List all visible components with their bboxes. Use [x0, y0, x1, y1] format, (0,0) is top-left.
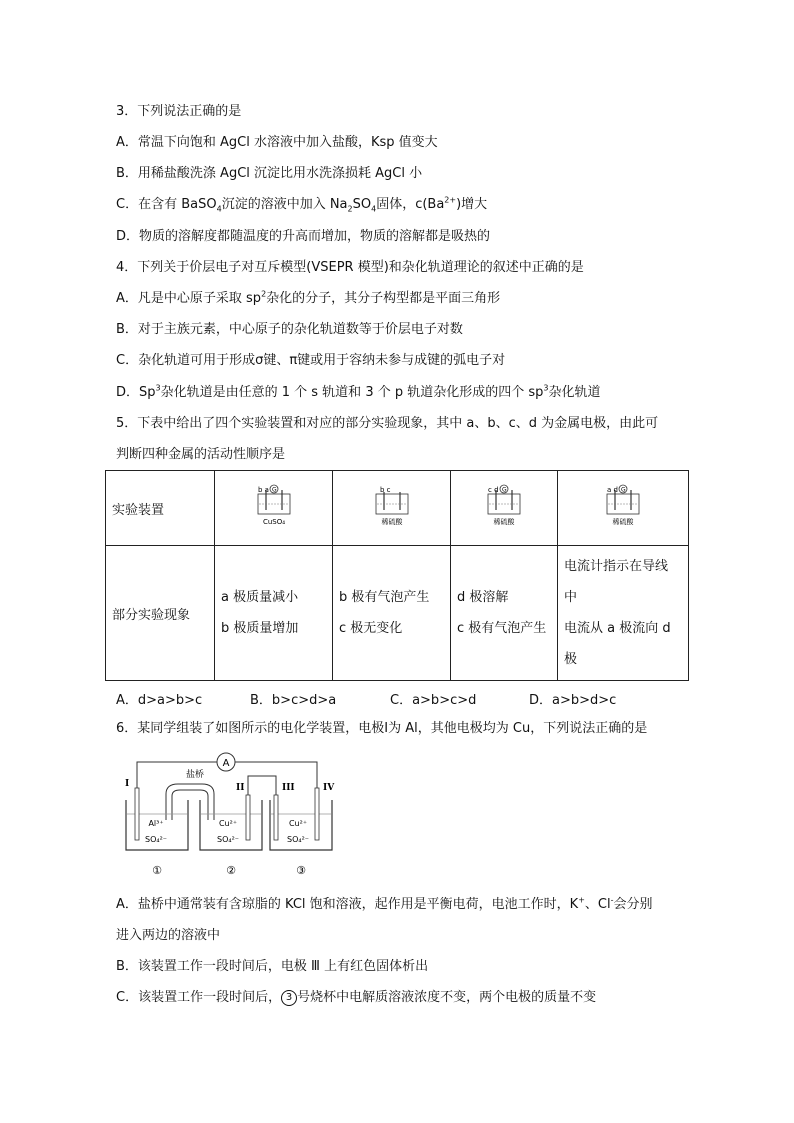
observation-text: c 极有气泡产生 [457, 621, 547, 636]
apparatus-1 [215, 471, 333, 546]
svg-text:I: I [125, 779, 130, 789]
svg-text:CuSO₄: CuSO₄ [262, 518, 285, 526]
q3-option-c: C．在含有 BaSO$_4$沉淀的溶液中加入 $Na_2SO_4$固体，$c(Ba^{2+})$增大 [116, 195, 488, 214]
q3-stem: 3．下列说法正确的是 [116, 104, 242, 119]
row-header-apparatus: 实验装置 [106, 471, 215, 546]
svg-text:a d: a d [607, 486, 618, 494]
row-header-observations: 部分实验现象 [106, 546, 215, 681]
q5-option-b: B．b>c>d>a [250, 693, 337, 708]
apparatus-4-icon [593, 484, 653, 528]
apparatus-2-icon [362, 484, 422, 528]
q4-option-b: B．对于主族元素，中心原子的杂化轨道数等于价层电子对数 [116, 322, 463, 337]
svg-text:Cu²⁺: Cu²⁺ [288, 819, 308, 828]
apparatus-3-icon [474, 484, 534, 528]
svg-text:Cu²⁺: Cu²⁺ [218, 819, 238, 828]
circled-number: 3 [281, 990, 297, 1006]
q6-option-a-line2: 进入两边的溶液中 [116, 928, 221, 943]
apparatus-1-icon [244, 484, 304, 528]
observation-text: b 极有气泡产生 [339, 590, 430, 605]
observation-text: b 极质量增加 [221, 621, 299, 636]
q5-stem-line2: 判断四种金属的活动性顺序是 [116, 447, 286, 462]
svg-text:SO₄²⁻: SO₄²⁻ [286, 835, 310, 844]
observation-text: c 极无变化 [339, 621, 403, 636]
electrochemistry-figure [118, 750, 348, 880]
q6-option-b: B．该装置工作一段时间后，电极 Ⅲ 上有红色固体析出 [116, 959, 429, 974]
q6-option-c: C．该装置工作一段时间后， 3 号烧杯中电解质溶液浓度不变，两个电极的质量不变 [116, 990, 597, 1005]
observation-3 [451, 546, 558, 681]
svg-text:Al³⁺: Al³⁺ [148, 819, 164, 828]
apparatus-2 [333, 471, 451, 546]
svg-text:G: G [271, 486, 277, 494]
q4-option-c: C．杂化轨道可用于形成σ键、π键或用于容纳未参与成键的弧电子对 [116, 353, 506, 368]
svg-text:b c: b c [379, 486, 391, 494]
svg-text:II: II [236, 783, 245, 793]
observation-1 [215, 546, 333, 681]
q5-option-a: A．d>a>b>c [116, 693, 203, 708]
q5-stem-line1: 5．下表中给出了四个实验装置和对应的部分实验现象，其中 a、b、c、d 为金属电极，由此可 [116, 416, 659, 431]
table-row [106, 471, 689, 546]
observation-text: 电流计指示在导线 [564, 559, 669, 574]
q5-option-c: C．a>b>c>d [390, 693, 477, 708]
q3-option-b: B．用稀盐酸洗涤 AgCl 沉淀比用水洗涤损耗 AgCl 小 [116, 166, 423, 181]
svg-text:③: ③ [296, 864, 306, 877]
svg-text:G: G [502, 486, 507, 494]
svg-text:IV: IV [323, 783, 335, 793]
observation-text: a 极质量减小 [221, 590, 299, 605]
q4-option-d: D．Sp$^3$杂化轨道是由任意的 1 个 s 轨道和 3 个 p 轨道杂化形成的四个 $sp^3$杂化轨道 [116, 383, 601, 400]
observation-text: 中 [564, 590, 578, 605]
svg-text:SO₄²⁻: SO₄²⁻ [216, 835, 240, 844]
svg-text:G: G [621, 486, 626, 494]
apparatus-3 [451, 471, 558, 546]
q3-option-a: A．常温下向饱和 AgCl 水溶液中加入盐酸，Ksp 值变大 [116, 135, 438, 150]
observation-2 [333, 546, 451, 681]
svg-text:III: III [282, 783, 295, 793]
svg-text:稀硫酸: 稀硫酸 [493, 518, 515, 526]
q4-option-a: A．凡是中心原子采取 $sp^2$杂化的分子，其分子构型都是平面三角形 [116, 289, 501, 306]
svg-text:②: ② [226, 864, 236, 877]
q4-stem: 4．下列关于价层电子对互斥模型(VSEPR 模型)和杂化轨道理论的叙述中正确的是 [116, 260, 584, 275]
svg-text:SO₄²⁻: SO₄²⁻ [144, 835, 168, 844]
experiment-table [105, 470, 689, 681]
svg-text:稀硫酸: 稀硫酸 [612, 518, 634, 526]
q5-option-d: D．a>b>d>c [529, 693, 617, 708]
observation-text: d 极溶解 [457, 590, 509, 605]
table-row [106, 546, 689, 681]
q6-stem: 6．某同学组装了如图所示的电化学装置，电极Ⅰ为 Al，其他电极均为 Cu，下列说法正确的是 [116, 721, 648, 736]
q6-option-a-line1: A．盐桥中通常装有含琼脂的 KCl 饱和溶液，起作用是平衡电荷，电池工作时，K+、Cl-会分别 [116, 895, 653, 912]
svg-text:c d: c d [488, 486, 499, 494]
svg-text:盐桥: 盐桥 [185, 770, 205, 780]
svg-text:①: ① [152, 864, 162, 877]
svg-text:稀硫酸: 稀硫酸 [381, 518, 402, 526]
observation-text: 电流从 a 极流向 d [564, 621, 671, 636]
apparatus-4 [558, 471, 689, 546]
svg-text:b a: b a [257, 486, 269, 494]
svg-text:A: A [222, 758, 230, 769]
q3-option-d: D．物质的溶解度都随温度的升高而增加，物质的溶解都是吸热的 [116, 229, 491, 244]
observation-text: 极 [564, 652, 578, 667]
observation-4 [558, 546, 689, 681]
